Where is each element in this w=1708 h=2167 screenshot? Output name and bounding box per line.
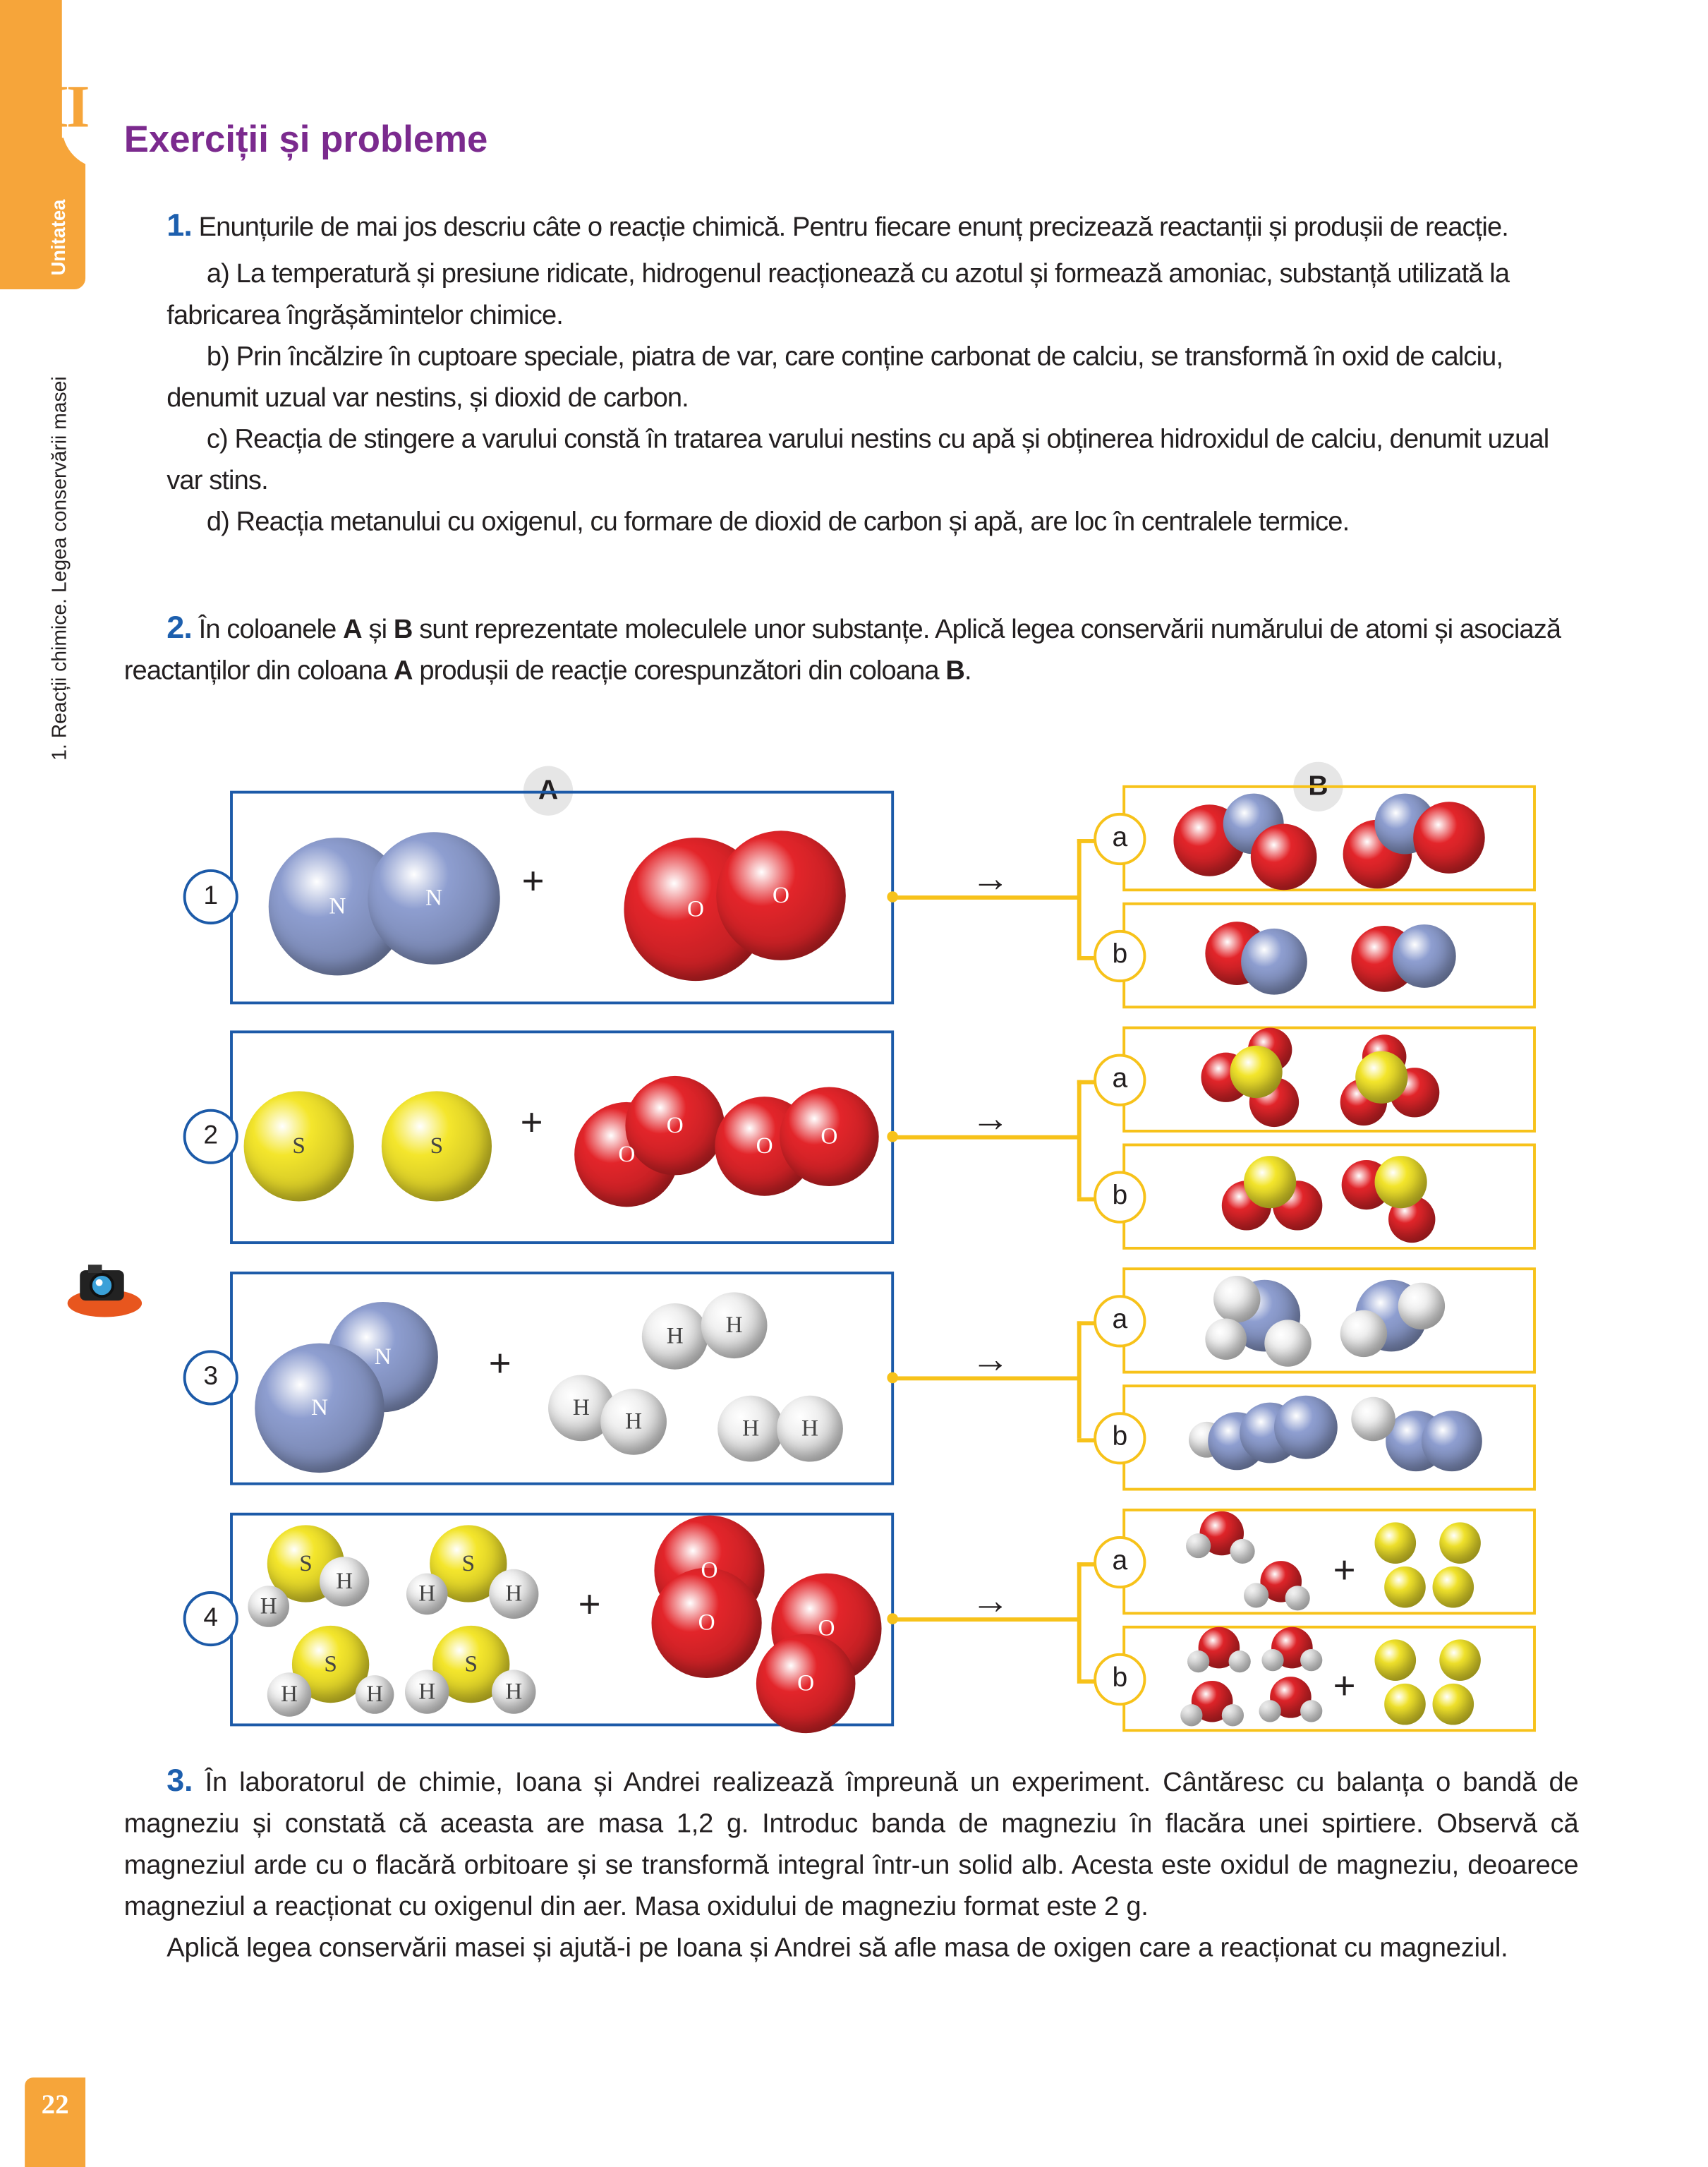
- atom-label: H: [418, 1678, 436, 1705]
- option-b: b: [1094, 1412, 1146, 1464]
- plus-sign: +: [488, 1341, 511, 1385]
- atom-h: [1244, 1583, 1268, 1607]
- atom-label: H: [572, 1394, 590, 1420]
- exercise-text-2: Aplică legea conservării masei și ajută-i pe Ioana și Andrei să afle masa de oxigen care a reacționat cu magneziul.: [166, 1933, 1508, 1964]
- option-a: a: [1094, 1536, 1146, 1588]
- atom-label: H: [505, 1678, 523, 1705]
- item-a: a) La temperatură și presiune ridicate, hidrogenul reacționează cu azotul și formează amoniac, substanță utilizată la fabricarea îngrășămintelor chimice.: [166, 259, 1510, 331]
- atom-label: H: [281, 1680, 298, 1708]
- atom-h: [1264, 1320, 1311, 1366]
- atom-label: H: [725, 1311, 743, 1338]
- atom-label: O: [618, 1140, 636, 1167]
- atom-label: O: [818, 1614, 835, 1641]
- atom-label: H: [366, 1680, 384, 1708]
- atom-label: H: [742, 1415, 760, 1442]
- plus-sign: +: [578, 1583, 601, 1626]
- connector-branch: [1077, 1080, 1081, 1197]
- atom-h: [1340, 1310, 1387, 1357]
- atom-label: S: [461, 1550, 476, 1576]
- item-c: c) Reacția de stingere a varului constă în tratarea varului nestins cu apă și obținerea hidroxidul de calciu, denumit uzual var stins.: [166, 424, 1549, 496]
- item-d: d) Reacția metanului cu oxigenul, cu formare de dioxid de carbon și apă, are loc în centralele termice.: [206, 507, 1350, 538]
- atom-n: [1393, 924, 1456, 988]
- product-box-2b: [1122, 1144, 1536, 1250]
- atom-label: H: [666, 1322, 684, 1349]
- atom-h: [1261, 1649, 1283, 1671]
- exercise-number: 1.: [166, 206, 192, 243]
- atom-s: [1439, 1639, 1481, 1681]
- column-b-label: B: [1293, 762, 1343, 811]
- atom-h: [1186, 1533, 1211, 1558]
- plus-sign: +: [1333, 1664, 1356, 1708]
- product-box-2a: [1122, 1027, 1536, 1133]
- atom-label: O: [820, 1123, 838, 1149]
- atom-s: [1433, 1567, 1474, 1608]
- row-number-1: 1: [183, 869, 238, 924]
- text: În coloanele: [198, 614, 344, 645]
- atom-h: [1300, 1649, 1322, 1671]
- reaction-arrow: →: [971, 1579, 1010, 1622]
- atom-label: H: [336, 1567, 353, 1594]
- atom-o: [1251, 824, 1317, 891]
- connector-branch: [1077, 1321, 1081, 1438]
- row-number-4: 4: [183, 1591, 238, 1646]
- plus-sign: +: [1333, 1548, 1356, 1592]
- text: și: [361, 614, 394, 645]
- atom-s: [1244, 1156, 1296, 1208]
- atom-n: [1241, 929, 1307, 995]
- connector-branch: [1077, 839, 1081, 956]
- unit-label: Unitatea: [47, 199, 69, 276]
- option-b: b: [1094, 930, 1146, 982]
- item-b: b) Prin încălzire în cuptoare speciale, piatra de var, care conține carbonat de calciu, se transformă în oxid de calciu, denumit uzual var nestins, și dioxid de carbon.: [166, 342, 1503, 414]
- atom-label: H: [801, 1415, 819, 1442]
- atom-s: [1375, 1522, 1417, 1564]
- atom-label: H: [418, 1580, 436, 1607]
- bold-a: A: [343, 614, 362, 645]
- connector-branch: [1077, 1562, 1081, 1679]
- exercise-number: 3.: [166, 1762, 193, 1798]
- atom-h: [1205, 1318, 1247, 1360]
- atom-label: H: [505, 1580, 523, 1607]
- atom-s: [1433, 1684, 1474, 1725]
- atom-h: [1300, 1700, 1322, 1722]
- atom-label: S: [292, 1132, 305, 1159]
- atom-h: [1230, 1539, 1255, 1564]
- atom-s: [1375, 1156, 1427, 1208]
- page-number: 22: [25, 2077, 85, 2167]
- atom-s: [1439, 1522, 1481, 1564]
- text: .: [964, 656, 971, 687]
- atom-h: [1213, 1276, 1260, 1322]
- atom-o: [1413, 802, 1485, 874]
- atom-h: [1187, 1650, 1209, 1672]
- column-a-label: A: [523, 766, 573, 816]
- atom-label: O: [698, 1609, 715, 1636]
- product-box-1b: [1122, 903, 1536, 1008]
- exercise-text: În laboratorul de chimie, Ioana și Andrei realizează împreună un experiment. Cântăresc cu balanța o bandă de magneziu și constată că aceasta are masa 1,2 g. Introduc banda de magneziu în flacăra unei spirtiere. Observă că magneziul arde cu o flacără orbitoare și se transformă integral într-un solid alb. Acesta este oxidul de magneziu, deoarece magneziul a reacționat cu oxigenul din aer. Masa oxidului de magneziu format este 2 g.: [123, 1767, 1579, 1922]
- atom-n: [1274, 1396, 1338, 1459]
- exercise-text: Enunțurile de mai jos descriu câte o reacție chimică. Pentru fiecare enunț precizează reactanții și produșii de reacție.: [198, 212, 1508, 243]
- option-a: a: [1094, 1295, 1146, 1347]
- atom-s: [1230, 1046, 1283, 1098]
- atom-s: [1375, 1639, 1417, 1681]
- atom-label: N: [310, 1394, 328, 1420]
- chapter-title: 1. Reacții chimice. Legea conservării masei: [49, 376, 72, 761]
- option-a: a: [1094, 1054, 1146, 1106]
- exercise-3: [124, 1759, 1579, 1969]
- reaction-arrow: →: [971, 857, 1010, 900]
- atom-label: S: [430, 1132, 444, 1159]
- option-b: b: [1094, 1653, 1146, 1706]
- row-number-2: 2: [183, 1109, 238, 1164]
- plus-sign: +: [520, 1100, 543, 1144]
- atom-h: [1259, 1700, 1281, 1722]
- atom-label: O: [773, 881, 790, 908]
- plus-sign: +: [521, 859, 545, 903]
- atom-label: S: [299, 1550, 313, 1576]
- atom-h: [1398, 1283, 1445, 1329]
- reaction-arrow: →: [971, 1337, 1010, 1381]
- atom-n: [1422, 1411, 1482, 1471]
- bold-b: B: [393, 614, 413, 645]
- page-title: Exerciții și probleme: [123, 118, 488, 160]
- bold-a: A: [393, 656, 413, 687]
- product-box-4a: [1122, 1509, 1536, 1614]
- text: produșii de reacție corespunzători din coloana: [412, 656, 946, 687]
- atom-label: N: [329, 893, 346, 919]
- atom-s: [1384, 1567, 1426, 1608]
- atom-h: [1229, 1650, 1251, 1672]
- atom-label: O: [701, 1557, 718, 1583]
- atom-label: O: [797, 1670, 815, 1696]
- atom-h: [1285, 1586, 1310, 1610]
- atom-label: H: [625, 1408, 643, 1435]
- row-number-3: 3: [183, 1350, 238, 1405]
- option-b: b: [1094, 1171, 1146, 1224]
- atom-h: [1351, 1397, 1395, 1441]
- atom-h: [1180, 1704, 1202, 1726]
- option-a: a: [1094, 813, 1146, 865]
- atom-label: O: [686, 895, 704, 922]
- atom-s: [1355, 1051, 1407, 1104]
- product-box-3a: [1122, 1267, 1536, 1373]
- text: sunt reprezentate moleculele unor substanțe. Aplică legea conservării numărului de atomi și asociază reactanților din coloana: [123, 614, 1561, 687]
- atom-label: S: [464, 1650, 478, 1677]
- bold-b: B: [945, 656, 964, 687]
- atom-label: H: [260, 1592, 277, 1619]
- unit-number: II: [45, 73, 87, 141]
- atom-label: N: [374, 1343, 392, 1370]
- reaction-arrow: →: [971, 1097, 1010, 1140]
- exercise-number: 2.: [166, 608, 192, 645]
- atom-label: O: [756, 1132, 773, 1159]
- atom-label: N: [425, 884, 443, 911]
- atom-label: S: [324, 1650, 337, 1677]
- atom-h: [1222, 1704, 1244, 1726]
- atom-label: O: [666, 1111, 684, 1138]
- atom-s: [1384, 1684, 1426, 1725]
